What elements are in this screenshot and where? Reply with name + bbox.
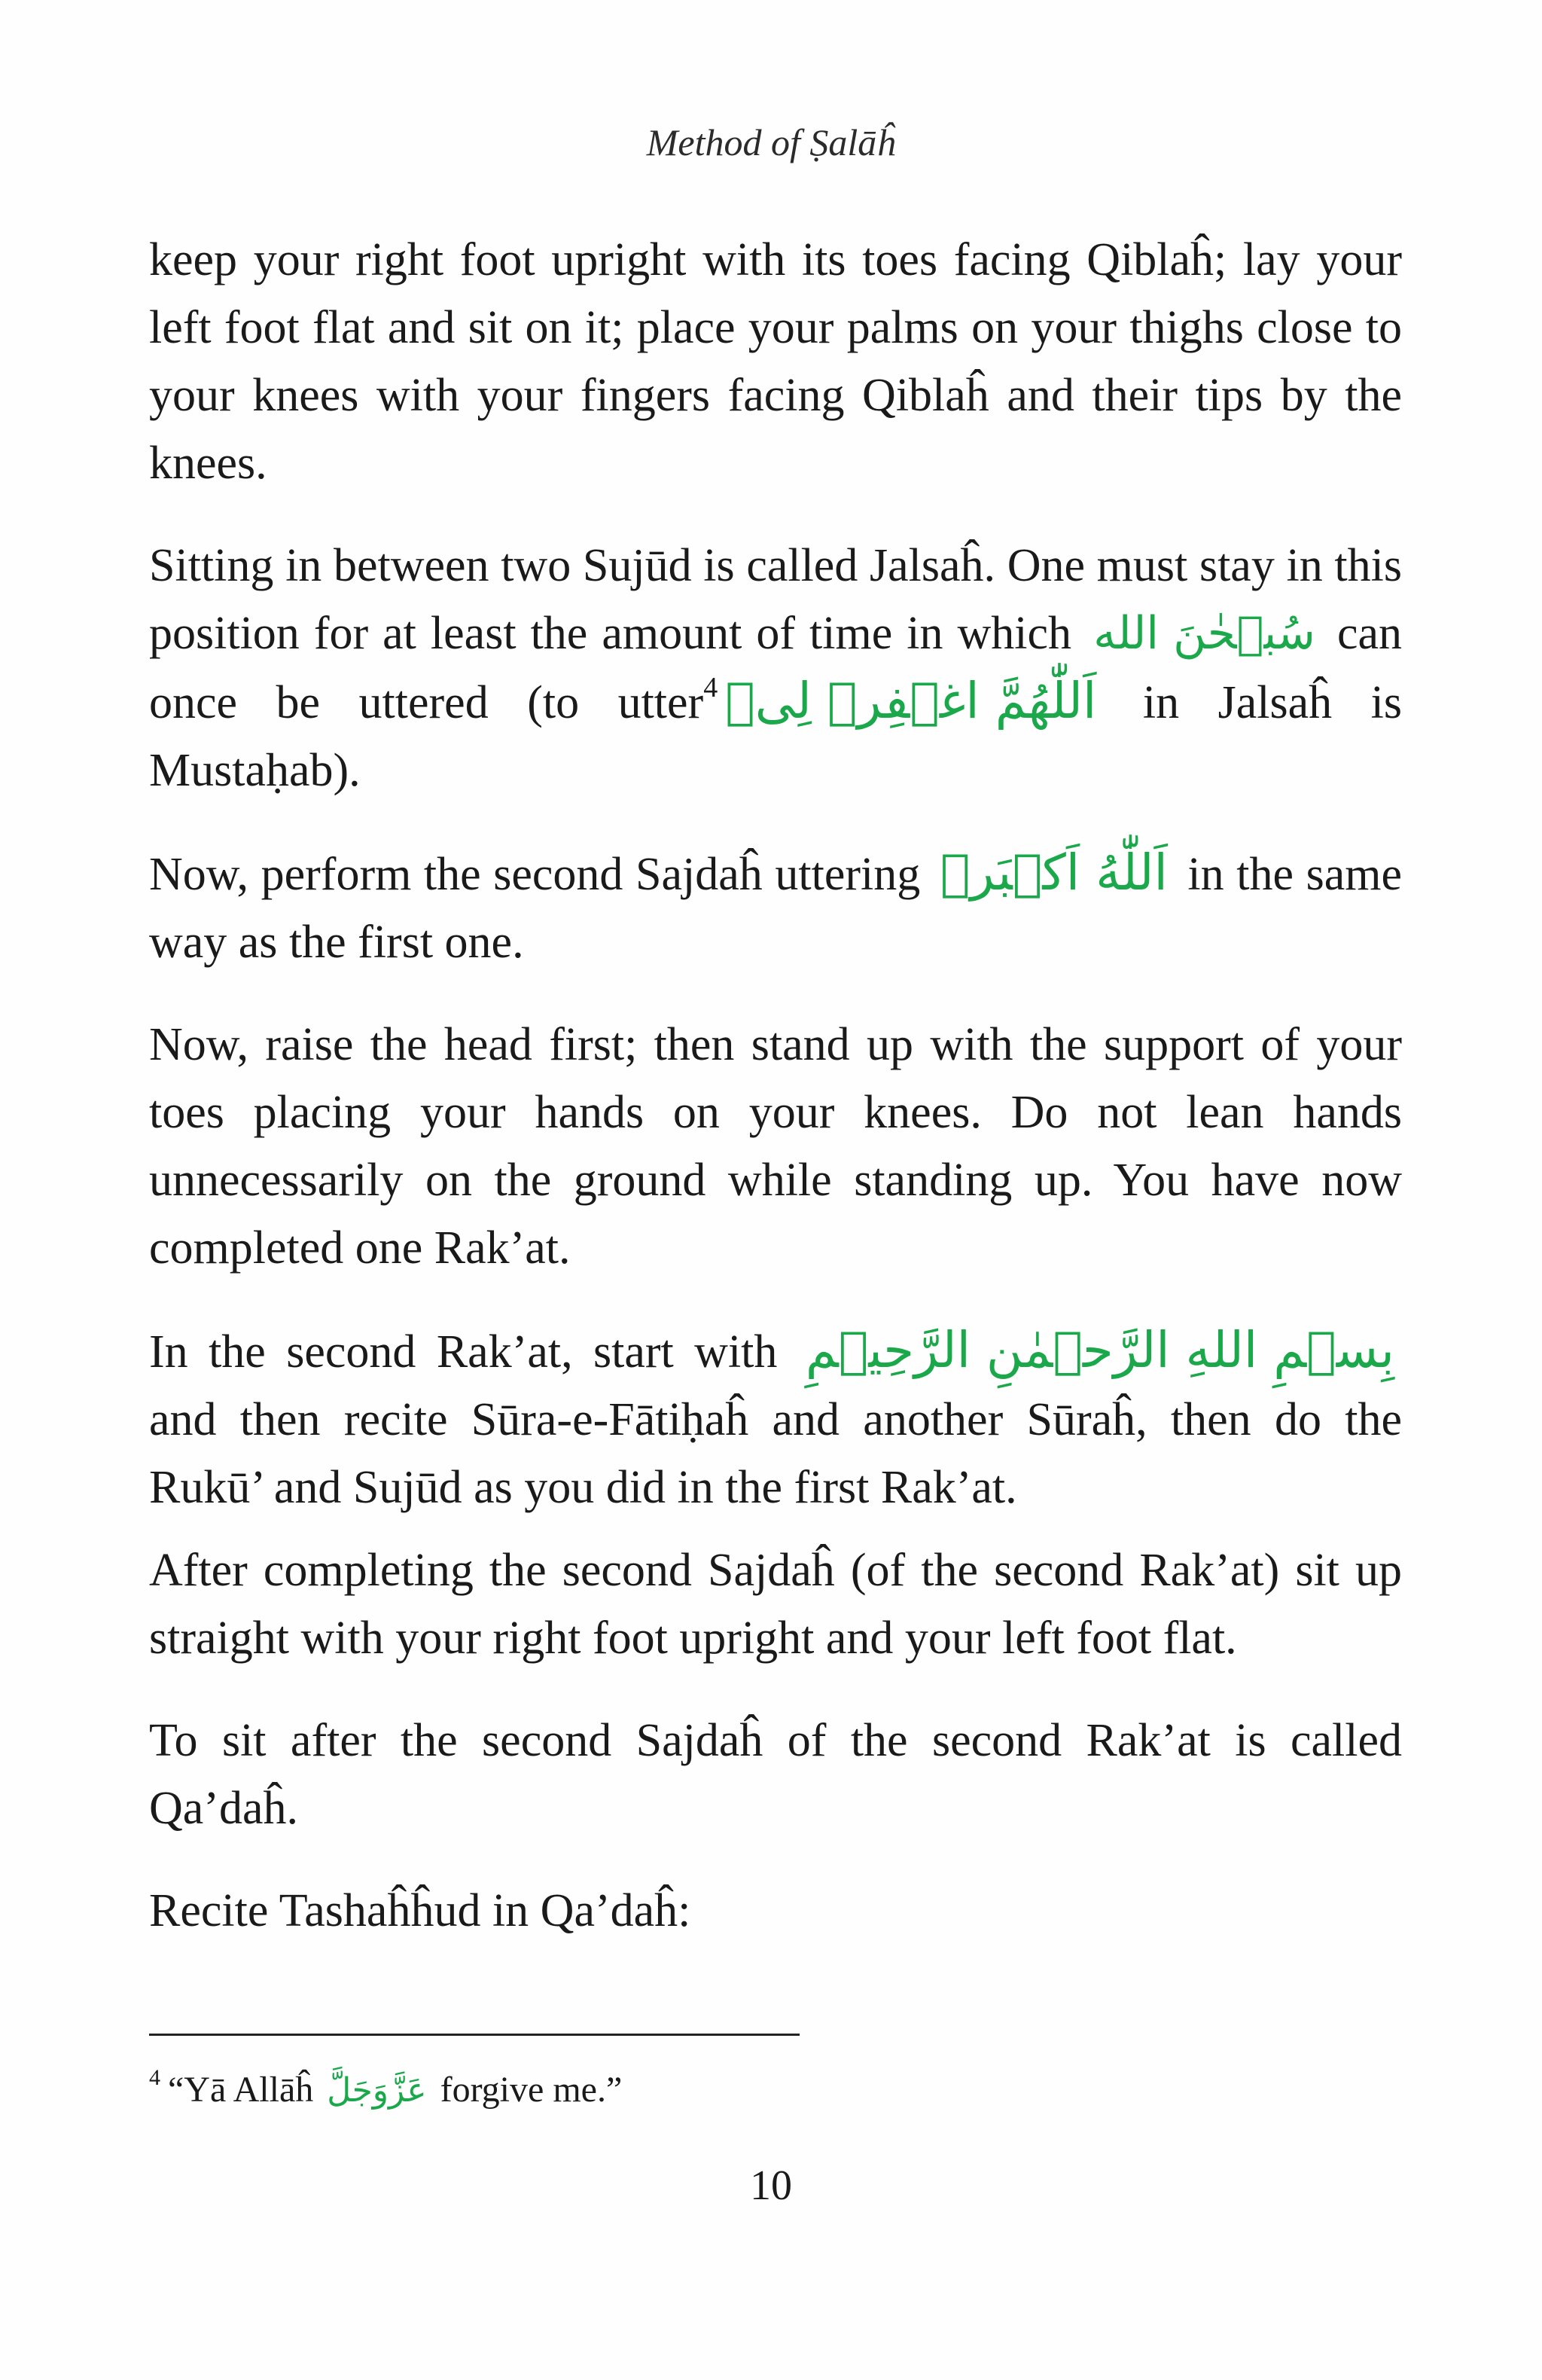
paragraph-stand-up: Now, raise the head first; then stand up with the support of your toes placing your hands on your knees. Do not lean hands unnecessarily on the ground while standing up. You have now completed one Rak’at. [149, 1019, 1402, 1274]
jalsah-text-c: in Jalsaĥ is Mustaḥab). [149, 677, 1402, 796]
running-header: Method of Ṣalāĥ [646, 121, 896, 163]
paragraph-qadah: To sit after the second Sajdaĥ of the second Rak’at is called Qa’daĥ. [149, 1715, 1402, 1834]
paragraph-tashahhud: Recite Tashaĥĥud in Qa’daĥ: [149, 1885, 691, 1936]
arabic-allahu-akbar: اَللّٰهُ اَكۡبَرۡ [940, 844, 1168, 902]
footnote-text-a: “Yā Allāĥ [168, 2070, 314, 2110]
page-body [149, 226, 1402, 1979]
second-rakat-text-b: and then recite Sūra-e-Fātiḥaĥ and another Sūraĥ, then do the Rukū’ and Sujūd as you did in the first Rak’at. [149, 1394, 1402, 1513]
paragraph-second-rakat [149, 1317, 1402, 1521]
footnote [149, 2064, 622, 2117]
jalsah-text-b: can once be uttered (to utter [149, 608, 1402, 728]
footnote-text-b: forgive me.” [440, 2070, 623, 2110]
second-rakat-text-a: In the second Rak’at, start with [149, 1326, 778, 1378]
arabic-allahummaghfirli: اَللّٰهُمَّ اغۡفِرۡ لِیۡ [725, 672, 1097, 730]
arabic-azza-wa-jalla: عَزَّوَجَلَّ [327, 2071, 427, 2110]
jalsah-text-a: Sitting in between two Sujūd is called Jalsaĥ. One must stay in this position for at least the amount of time in which [149, 540, 1402, 659]
paragraph-jalsah [149, 532, 1402, 804]
paragraph-after-second-sajdah: After completing the second Sajdaĥ (of the second Rak’at) sit up straight with your right foot upright and your left foot flat. [149, 1545, 1402, 1664]
second-sajdah-text-a: Now, perform the second Sajdaĥ uttering [149, 849, 921, 900]
footnote-ref: 4 [703, 672, 718, 703]
arabic-bismillah: بِسۡمِ اللهِ الرَّحۡمٰنِ الرَّحِيۡمِ [805, 1321, 1394, 1379]
paragraph-second-sajdah [149, 839, 1402, 976]
arabic-subhanallah: سُبۡحٰنَ الله [1093, 607, 1315, 660]
footnote-divider [149, 2034, 800, 2036]
page-number: 10 [750, 2162, 792, 2209]
footnote-number: 4 [149, 2065, 160, 2090]
paragraph-sitting-posture: keep your right foot upright with its toes facing Qiblaĥ; lay your left foot flat and sit on it; place your palms on your thighs close to your knees with your fingers facing Qiblaĥ and their tips by the knees. [149, 234, 1402, 489]
second-sajdah-text-b: in the same way as the first one. [149, 849, 1402, 968]
